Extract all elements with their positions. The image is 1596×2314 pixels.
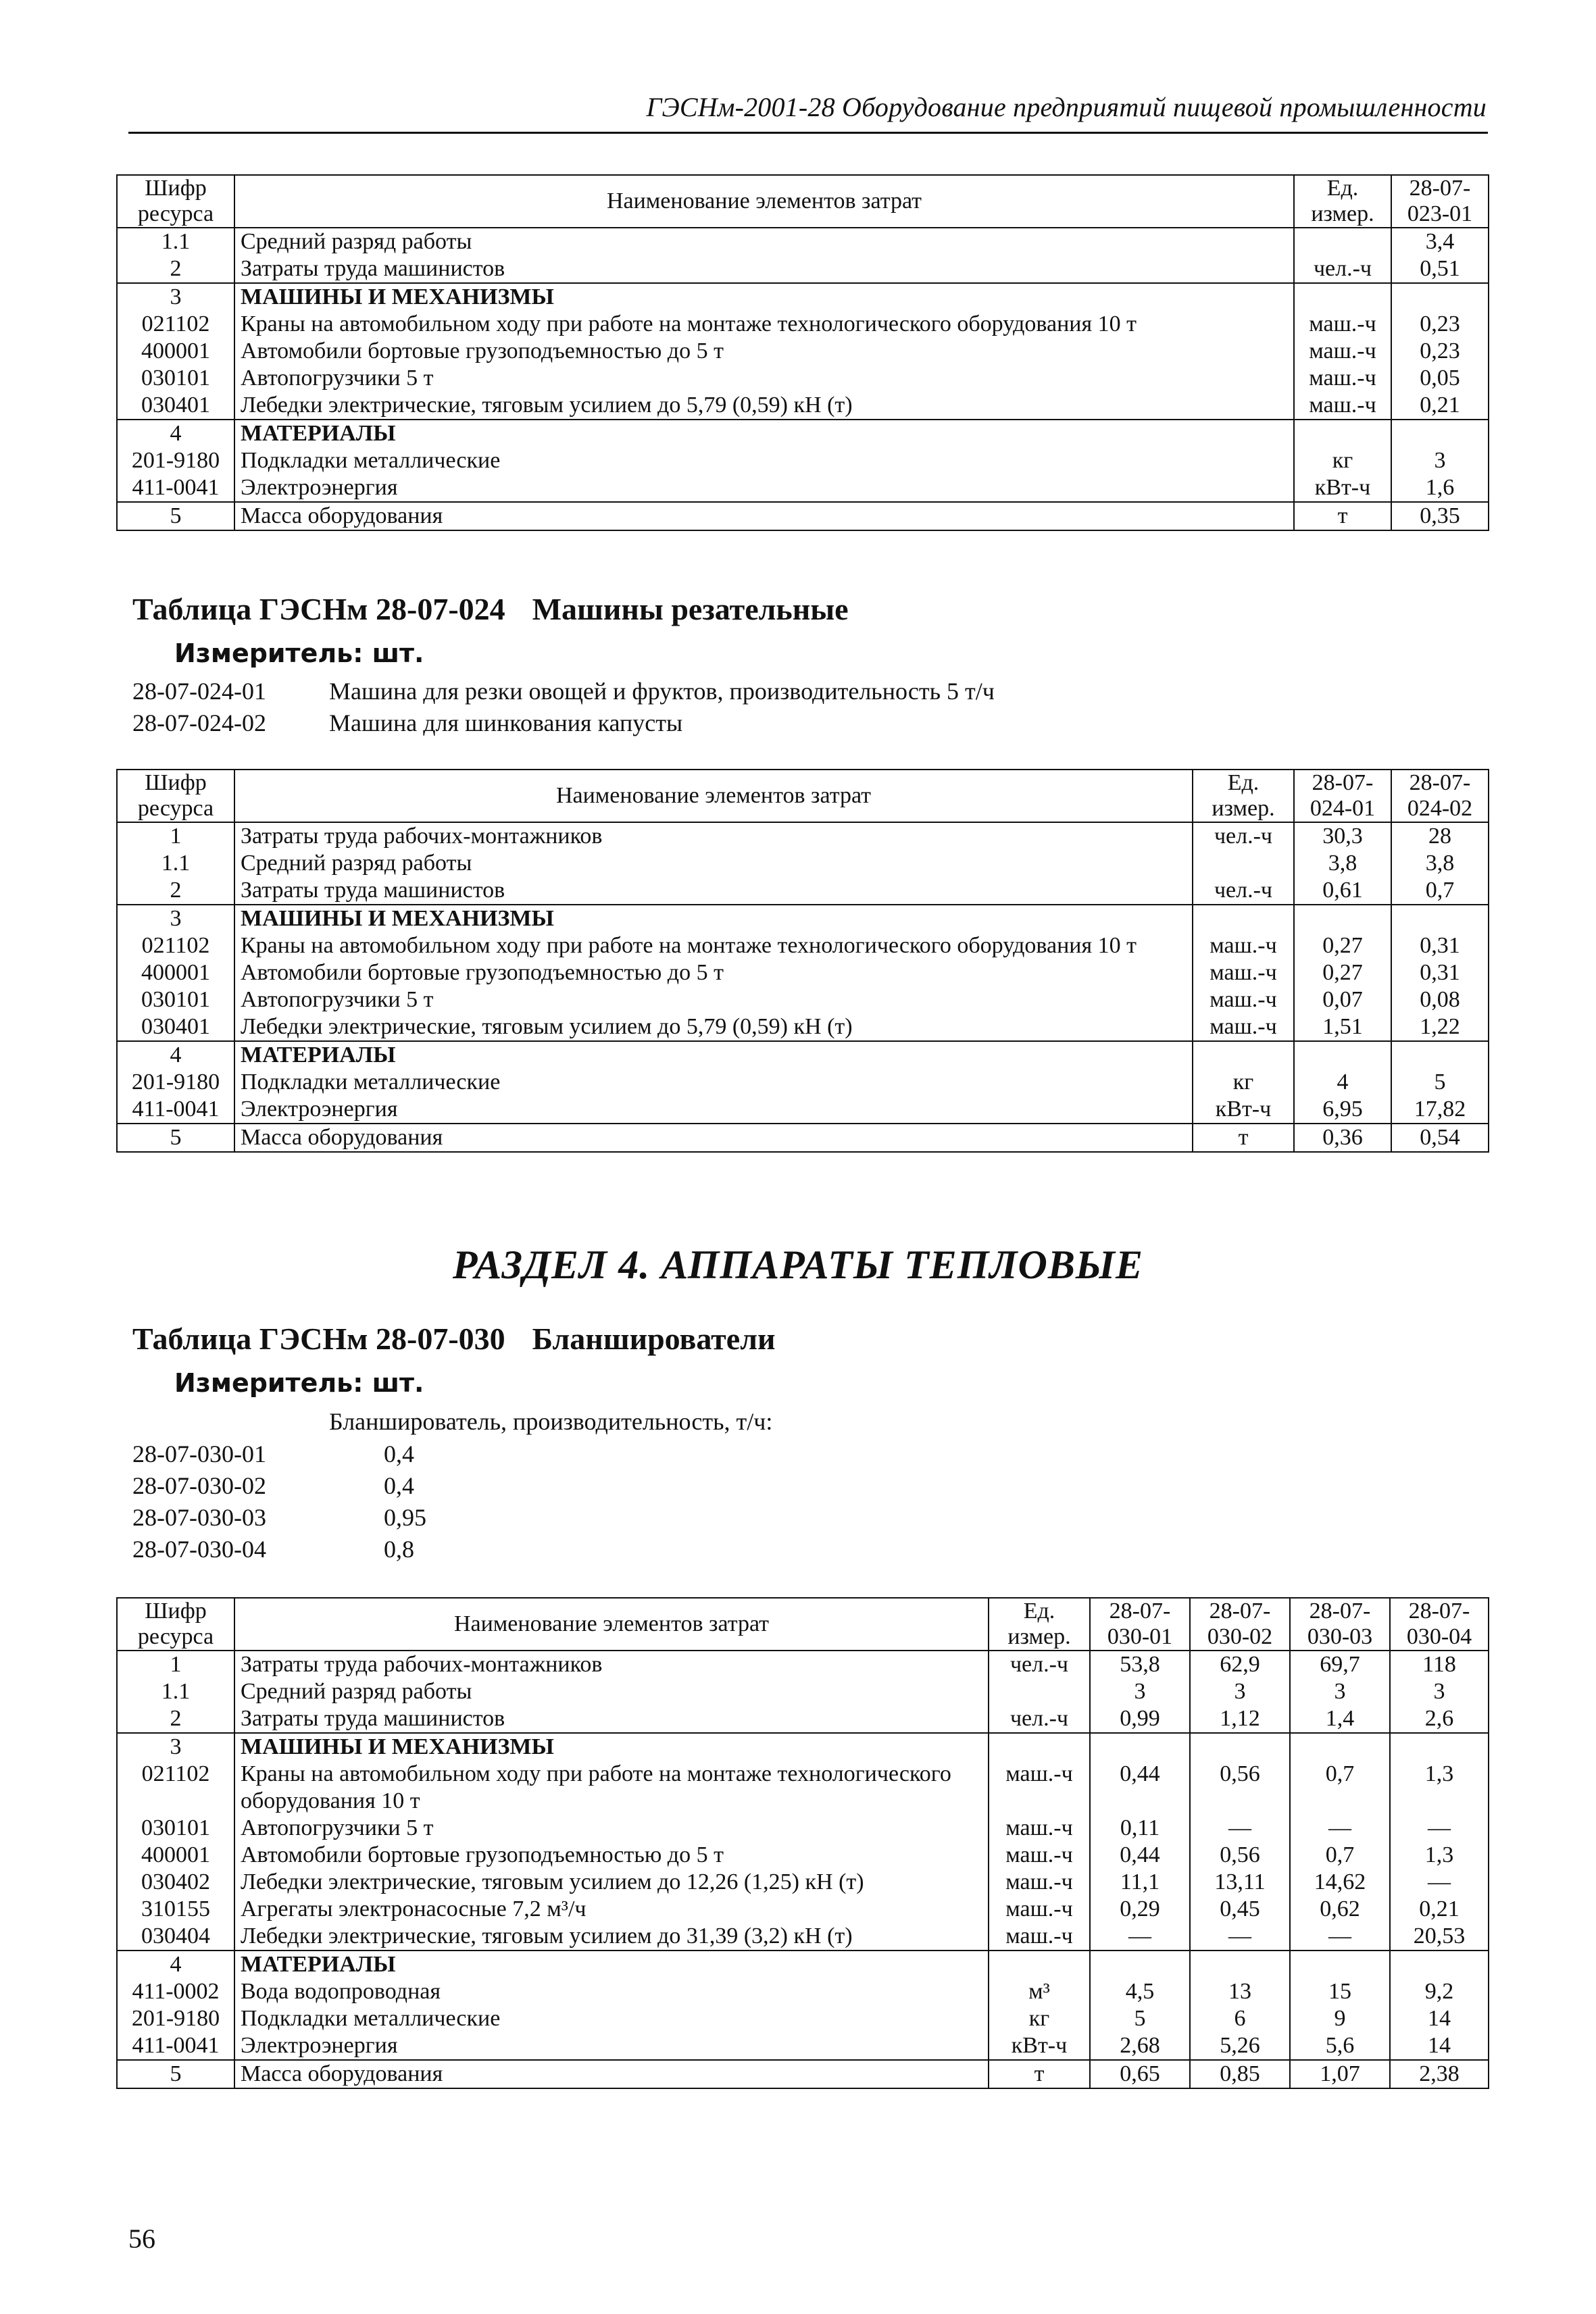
cell-code: 3 [117, 905, 234, 932]
cell-value: 0,23 [1391, 338, 1489, 365]
cell-name: Лебедки электрические, тяговым усилием до 5,79 (0,59) кН (т) [234, 392, 1294, 420]
table-row [117, 392, 1489, 420]
cell-code: 1 [117, 822, 234, 850]
cell-value: 28 [1391, 822, 1489, 850]
header-norm-column: 28-07-030-01 [1090, 1598, 1190, 1651]
cell-value: — [1290, 1815, 1390, 1842]
table-row [117, 986, 1489, 1013]
cell-code: 021102 [117, 932, 234, 959]
cell-code: 5 [117, 1124, 234, 1152]
cell-value: 3 [1391, 447, 1489, 474]
cell-value: 0,99 [1090, 1705, 1190, 1733]
cell-unit [989, 1678, 1090, 1705]
cell-unit: маш.-ч [1193, 1013, 1294, 1041]
cell-unit: т [989, 2060, 1090, 2088]
table-030-item-code: 28-07-030-04 [132, 1536, 266, 1563]
cell-name: Масса оборудования [234, 1124, 1193, 1152]
table-row [117, 338, 1489, 365]
cell-code: 201-9180 [117, 2005, 234, 2032]
cell-value: 0,08 [1391, 986, 1489, 1013]
table-row [117, 1896, 1489, 1923]
cell-value: 4 [1294, 1069, 1391, 1096]
table-row [117, 311, 1489, 338]
table-row [117, 822, 1489, 850]
cell-unit: маш.-ч [1294, 311, 1391, 338]
table-row [117, 905, 1489, 932]
cell-unit: т [1294, 502, 1391, 530]
cell-name: Лебедки электрические, тяговым усилием до 12,26 (1,25) кН (т) [234, 1869, 989, 1896]
cell-unit: маш.-ч [1193, 986, 1294, 1013]
cell-code: 5 [117, 2060, 234, 2088]
cell-value: 0,44 [1090, 1842, 1190, 1869]
cell-value [1290, 1951, 1390, 1978]
table-header-row [117, 770, 1489, 822]
cell-value: 0,61 [1294, 877, 1391, 905]
cell-name: МАТЕРИАЛЫ [234, 420, 1294, 447]
table-row [117, 1013, 1489, 1041]
cell-unit [1294, 228, 1391, 255]
cell-value: 5,6 [1290, 2032, 1390, 2060]
header-norm-column: 28-07-030-02 [1190, 1598, 1290, 1651]
cell-unit [1294, 283, 1391, 311]
table-row [117, 1842, 1489, 1869]
cell-name: Электроэнергия [234, 2032, 989, 2060]
cell-value: 0,54 [1391, 1124, 1489, 1152]
cell-unit: кВт-ч [989, 2032, 1090, 2060]
cell-value: 0,21 [1391, 392, 1489, 420]
table-row [117, 474, 1489, 502]
cell-unit [1193, 1041, 1294, 1069]
cell-name: Краны на автомобильном ходу при работе на монтаже технологического оборудования 10 т [234, 932, 1193, 959]
cell-name: МАТЕРИАЛЫ [234, 1041, 1193, 1069]
table-row [117, 1678, 1489, 1705]
cell-value: 0,65 [1090, 2060, 1190, 2088]
table-024-item-code: 28-07-024-02 [132, 709, 266, 736]
cell-code: 3 [117, 283, 234, 311]
cell-code: 3 [117, 1733, 234, 1761]
cell-unit: маш.-ч [989, 1761, 1090, 1815]
table-28-07-023 [116, 174, 1489, 531]
cell-value: — [1390, 1869, 1489, 1896]
table-024-meter: Измеритель: шт. [174, 638, 424, 668]
cell-value: 13,11 [1190, 1869, 1290, 1896]
cell-code: 4 [117, 1041, 234, 1069]
cell-value: — [1090, 1923, 1190, 1951]
header-norm-column: 28-07-030-04 [1390, 1598, 1489, 1651]
table-row [117, 850, 1489, 877]
header-norm-column: 28-07-024-01 [1294, 770, 1391, 822]
cell-unit: чел.-ч [989, 1705, 1090, 1733]
cell-code: 411-0041 [117, 2032, 234, 2060]
header-code: Шифр ресурса [117, 770, 234, 822]
table-row [117, 1069, 1489, 1096]
table-024-item-code: 28-07-024-01 [132, 678, 266, 705]
table-row [117, 1124, 1489, 1152]
cell-value: 2,38 [1390, 2060, 1489, 2088]
cell-name: Подкладки металлические [234, 447, 1294, 474]
table-row [117, 959, 1489, 986]
cell-name: Автопогрузчики 5 т [234, 1815, 989, 1842]
cell-unit: кВт-ч [1193, 1096, 1294, 1124]
cell-value: 0,21 [1390, 1896, 1489, 1923]
cell-code: 2 [117, 255, 234, 283]
cell-code: 030404 [117, 1923, 234, 1951]
cell-name: Затраты труда рабочих-монтажников [234, 1651, 989, 1678]
cell-unit: маш.-ч [989, 1923, 1090, 1951]
cell-value: 0,85 [1190, 2060, 1290, 2088]
cell-unit: маш.-ч [989, 1815, 1090, 1842]
cell-value: 1,6 [1391, 474, 1489, 502]
table-row [117, 283, 1489, 311]
cell-unit [1294, 420, 1391, 447]
cell-name: Лебедки электрические, тяговым усилием до 5,79 (0,59) кН (т) [234, 1013, 1193, 1041]
cell-value: 0,7 [1290, 1761, 1390, 1815]
cell-value [1391, 905, 1489, 932]
cell-unit: кг [1294, 447, 1391, 474]
cell-value: 6 [1190, 2005, 1290, 2032]
cell-value [1294, 1041, 1391, 1069]
cell-unit: маш.-ч [1294, 365, 1391, 392]
cell-value: 15 [1290, 1978, 1390, 2005]
cell-value: 17,82 [1391, 1096, 1489, 1124]
cell-value: 3 [1290, 1678, 1390, 1705]
cell-value: 0,31 [1391, 932, 1489, 959]
cell-value: 0,7 [1290, 1842, 1390, 1869]
header-rule [128, 132, 1488, 134]
cell-name: Лебедки электрические, тяговым усилием до 31,39 (3,2) кН (т) [234, 1923, 989, 1951]
cell-code: 400001 [117, 1842, 234, 1869]
cell-name: Электроэнергия [234, 1096, 1193, 1124]
table-024-name: Машины резательные [532, 592, 849, 626]
cell-code: 310155 [117, 1896, 234, 1923]
cell-value [1290, 1733, 1390, 1761]
cell-value: 11,1 [1090, 1869, 1190, 1896]
header-unit: Ед. измер. [1193, 770, 1294, 822]
table-row [117, 1869, 1489, 1896]
table-row [117, 420, 1489, 447]
cell-unit: чел.-ч [989, 1651, 1090, 1678]
table-28-07-030 [116, 1597, 1489, 2089]
cell-code: 4 [117, 420, 234, 447]
table-row [117, 228, 1489, 255]
cell-code: 030401 [117, 1013, 234, 1041]
cell-code: 400001 [117, 338, 234, 365]
cell-value: 6,95 [1294, 1096, 1391, 1124]
table-030-item-code: 28-07-030-03 [132, 1504, 266, 1531]
cell-value: 62,9 [1190, 1651, 1290, 1678]
cell-value: 14 [1390, 2032, 1489, 2060]
cell-name: Затраты труда машинистов [234, 877, 1193, 905]
cell-name: МАШИНЫ И МЕХАНИЗМЫ [234, 905, 1193, 932]
cell-code: 411-0041 [117, 474, 234, 502]
cell-value: 0,45 [1190, 1896, 1290, 1923]
table-row [117, 1733, 1489, 1761]
table-row [117, 365, 1489, 392]
cell-code: 1 [117, 1651, 234, 1678]
table-030-name: Бланширователи [532, 1322, 776, 1356]
table-28-07-024 [116, 769, 1489, 1153]
table-row [117, 447, 1489, 474]
table-030-items-caption: Бланширователь, производительность, т/ч: [329, 1408, 773, 1435]
cell-code: 411-0041 [117, 1096, 234, 1124]
header-unit: Ед. измер. [1294, 175, 1391, 228]
cell-unit: маш.-ч [989, 1842, 1090, 1869]
header-unit: Ед. измер. [989, 1598, 1090, 1651]
cell-code: 411-0002 [117, 1978, 234, 2005]
cell-value: — [1190, 1815, 1290, 1842]
cell-unit: маш.-ч [1294, 338, 1391, 365]
table-row [117, 1041, 1489, 1069]
cell-value: 5 [1391, 1069, 1489, 1096]
cell-name: Подкладки металлические [234, 2005, 989, 2032]
cell-value: 118 [1390, 1651, 1489, 1678]
cell-code: 021102 [117, 311, 234, 338]
cell-name: Краны на автомобильном ходу при работе на монтаже технологического оборудования 10 т [234, 1761, 989, 1815]
table-row [117, 1978, 1489, 2005]
table-024-item-text: Машина для резки овощей и фруктов, производительность 5 т/ч [329, 678, 995, 705]
cell-code: 1.1 [117, 228, 234, 255]
cell-value: 1,3 [1390, 1761, 1489, 1815]
cell-unit: чел.-ч [1193, 822, 1294, 850]
cell-name: МАШИНЫ И МЕХАНИЗМЫ [234, 283, 1294, 311]
cell-value [1294, 905, 1391, 932]
cell-unit: кВт-ч [1294, 474, 1391, 502]
cell-value [1190, 1733, 1290, 1761]
cell-value: 0,05 [1391, 365, 1489, 392]
cell-value [1390, 1733, 1489, 1761]
cell-code: 4 [117, 1951, 234, 1978]
table-row [117, 1651, 1489, 1678]
cell-value: 14 [1390, 2005, 1489, 2032]
cell-value: 0,23 [1391, 311, 1489, 338]
cell-name: Автомобили бортовые грузоподъемностью до 5 т [234, 959, 1193, 986]
header-name: Наименование элементов затрат [234, 1598, 989, 1651]
cell-name: Автопогрузчики 5 т [234, 365, 1294, 392]
cell-code: 030401 [117, 392, 234, 420]
cell-unit [989, 1733, 1090, 1761]
cell-unit [989, 1951, 1090, 1978]
table-row [117, 1951, 1489, 1978]
cell-unit: маш.-ч [1193, 932, 1294, 959]
cell-code: 030101 [117, 365, 234, 392]
cell-unit: чел.-ч [1294, 255, 1391, 283]
cell-value: 3 [1390, 1678, 1489, 1705]
table-row [117, 932, 1489, 959]
cell-unit [1193, 850, 1294, 877]
running-header: ГЭСНм-2001-28 Оборудование предприятий пищевой промышленности [646, 92, 1487, 122]
page-number: 56 [128, 2223, 155, 2254]
cell-value: 0,62 [1290, 1896, 1390, 1923]
cell-name: Средний разряд работы [234, 1678, 989, 1705]
cell-value: 0,36 [1294, 1124, 1391, 1152]
header-name: Наименование элементов затрат [234, 175, 1294, 228]
cell-value [1390, 1951, 1489, 1978]
cell-value: 20,53 [1390, 1923, 1489, 1951]
cell-value: 0,7 [1391, 877, 1489, 905]
cell-value: 2,6 [1390, 1705, 1489, 1733]
cell-unit: маш.-ч [1193, 959, 1294, 986]
table-030-item-code: 28-07-030-02 [132, 1472, 266, 1499]
cell-name: Агрегаты электронасосные 7,2 м³/ч [234, 1896, 989, 1923]
cell-code: 1.1 [117, 850, 234, 877]
cell-value: 53,8 [1090, 1651, 1190, 1678]
cell-value: 0,29 [1090, 1896, 1190, 1923]
cell-code: 030101 [117, 1815, 234, 1842]
cell-value: 4,5 [1090, 1978, 1190, 2005]
cell-name: Автопогрузчики 5 т [234, 986, 1193, 1013]
cell-code: 201-9180 [117, 1069, 234, 1096]
cell-value: 3,8 [1391, 850, 1489, 877]
table-row [117, 1096, 1489, 1124]
cell-value: 0,11 [1090, 1815, 1190, 1842]
table-header-row [117, 1598, 1489, 1651]
cell-value: — [1190, 1923, 1290, 1951]
cell-unit: маш.-ч [1294, 392, 1391, 420]
cell-value: 1,3 [1390, 1842, 1489, 1869]
cell-code: 030101 [117, 986, 234, 1013]
cell-unit: м³ [989, 1978, 1090, 2005]
cell-unit: кг [1193, 1069, 1294, 1096]
cell-code: 5 [117, 502, 234, 530]
header-name: Наименование элементов затрат [234, 770, 1193, 822]
cell-value [1090, 1733, 1190, 1761]
cell-value [1391, 420, 1489, 447]
cell-value [1190, 1951, 1290, 1978]
table-header-row [117, 175, 1489, 228]
cell-name: МАШИНЫ И МЕХАНИЗМЫ [234, 1733, 989, 1761]
cell-value: 3 [1090, 1678, 1190, 1705]
cell-name: Краны на автомобильном ходу при работе на монтаже технологического оборудования 10 т [234, 311, 1294, 338]
table-row [117, 2032, 1489, 2060]
cell-value: 0,56 [1190, 1761, 1290, 1815]
cell-value: 9,2 [1390, 1978, 1489, 2005]
cell-name: Вода водопроводная [234, 1978, 989, 2005]
cell-name: Затраты труда рабочих-монтажников [234, 822, 1193, 850]
table-030-meter: Измеритель: шт. [174, 1368, 424, 1398]
cell-name: Затраты труда машинистов [234, 255, 1294, 283]
cell-name: Масса оборудования [234, 2060, 989, 2088]
table-row [117, 1815, 1489, 1842]
table-row [117, 877, 1489, 905]
cell-value: 13 [1190, 1978, 1290, 2005]
table-024-number: Таблица ГЭСНм 28-07-024 [132, 592, 505, 626]
cell-value: 5 [1090, 2005, 1190, 2032]
cell-code: 2 [117, 1705, 234, 1733]
header-code: Шифр ресурса [117, 1598, 234, 1651]
table-030-item-value: 0,4 [384, 1440, 414, 1467]
table-030-number: Таблица ГЭСНм 28-07-030 [132, 1322, 505, 1356]
cell-value: 0,51 [1391, 255, 1489, 283]
cell-value: 3 [1190, 1678, 1290, 1705]
cell-unit: т [1193, 1124, 1294, 1152]
cell-value: 1,22 [1391, 1013, 1489, 1041]
cell-unit [1193, 905, 1294, 932]
table-row [117, 255, 1489, 283]
table-030-item-value: 0,95 [384, 1504, 426, 1531]
cell-unit: маш.-ч [989, 1869, 1090, 1896]
table-024-item-text: Машина для шинкования капусты [329, 709, 683, 736]
cell-unit: чел.-ч [1193, 877, 1294, 905]
header-norm-column: 28-07-023-01 [1391, 175, 1489, 228]
cell-name: Затраты труда машинистов [234, 1705, 989, 1733]
cell-value: 0,35 [1391, 502, 1489, 530]
cell-name: Масса оборудования [234, 502, 1294, 530]
cell-value: — [1290, 1923, 1390, 1951]
cell-value: 69,7 [1290, 1651, 1390, 1678]
cell-unit: кг [989, 2005, 1090, 2032]
cell-value: 0,07 [1294, 986, 1391, 1013]
table-row [117, 2060, 1489, 2088]
cell-value: 3,8 [1294, 850, 1391, 877]
cell-value: 30,3 [1294, 822, 1391, 850]
cell-value: 0,56 [1190, 1842, 1290, 1869]
cell-code: 1.1 [117, 1678, 234, 1705]
cell-value: — [1390, 1815, 1489, 1842]
cell-value [1090, 1951, 1190, 1978]
cell-code: 2 [117, 877, 234, 905]
cell-value: 5,26 [1190, 2032, 1290, 2060]
table-row [117, 2005, 1489, 2032]
cell-name: Подкладки металлические [234, 1069, 1193, 1096]
table-030-item-code: 28-07-030-01 [132, 1440, 266, 1467]
cell-value: 1,12 [1190, 1705, 1290, 1733]
cell-name: Автомобили бортовые грузоподъемностью до 5 т [234, 338, 1294, 365]
table-row [117, 502, 1489, 530]
cell-unit: маш.-ч [989, 1896, 1090, 1923]
cell-value: 0,27 [1294, 932, 1391, 959]
cell-value: 0,44 [1090, 1761, 1190, 1815]
cell-value: 1,4 [1290, 1705, 1390, 1733]
cell-value: 0,31 [1391, 959, 1489, 986]
cell-value [1391, 283, 1489, 311]
cell-name: Средний разряд работы [234, 850, 1193, 877]
header-norm-column: 28-07-030-03 [1290, 1598, 1390, 1651]
cell-name: Электроэнергия [234, 474, 1294, 502]
table-024-heading [132, 591, 849, 627]
table-030-item-value: 0,4 [384, 1472, 414, 1499]
table-row [117, 1705, 1489, 1733]
cell-name: МАТЕРИАЛЫ [234, 1951, 989, 1978]
cell-value [1391, 1041, 1489, 1069]
cell-name: Автомобили бортовые грузоподъемностью до 5 т [234, 1842, 989, 1869]
header-code: Шифр ресурса [117, 175, 234, 228]
cell-code: 201-9180 [117, 447, 234, 474]
cell-value: 0,27 [1294, 959, 1391, 986]
table-row [117, 1923, 1489, 1951]
cell-code: 400001 [117, 959, 234, 986]
cell-code: 021102 [117, 1761, 234, 1815]
cell-value: 3,4 [1391, 228, 1489, 255]
cell-value: 1,51 [1294, 1013, 1391, 1041]
cell-value: 14,62 [1290, 1869, 1390, 1896]
table-030-heading [132, 1321, 776, 1357]
cell-name: Средний разряд работы [234, 228, 1294, 255]
cell-value: 1,07 [1290, 2060, 1390, 2088]
header-norm-column: 28-07-024-02 [1391, 770, 1489, 822]
table-030-item-value: 0,8 [384, 1536, 414, 1563]
section-title: РАЗДЕЛ 4. АППАРАТЫ ТЕПЛОВЫЕ [452, 1242, 1144, 1287]
cell-value: 2,68 [1090, 2032, 1190, 2060]
table-row [117, 1761, 1489, 1815]
cell-value: 9 [1290, 2005, 1390, 2032]
cell-code: 030402 [117, 1869, 234, 1896]
